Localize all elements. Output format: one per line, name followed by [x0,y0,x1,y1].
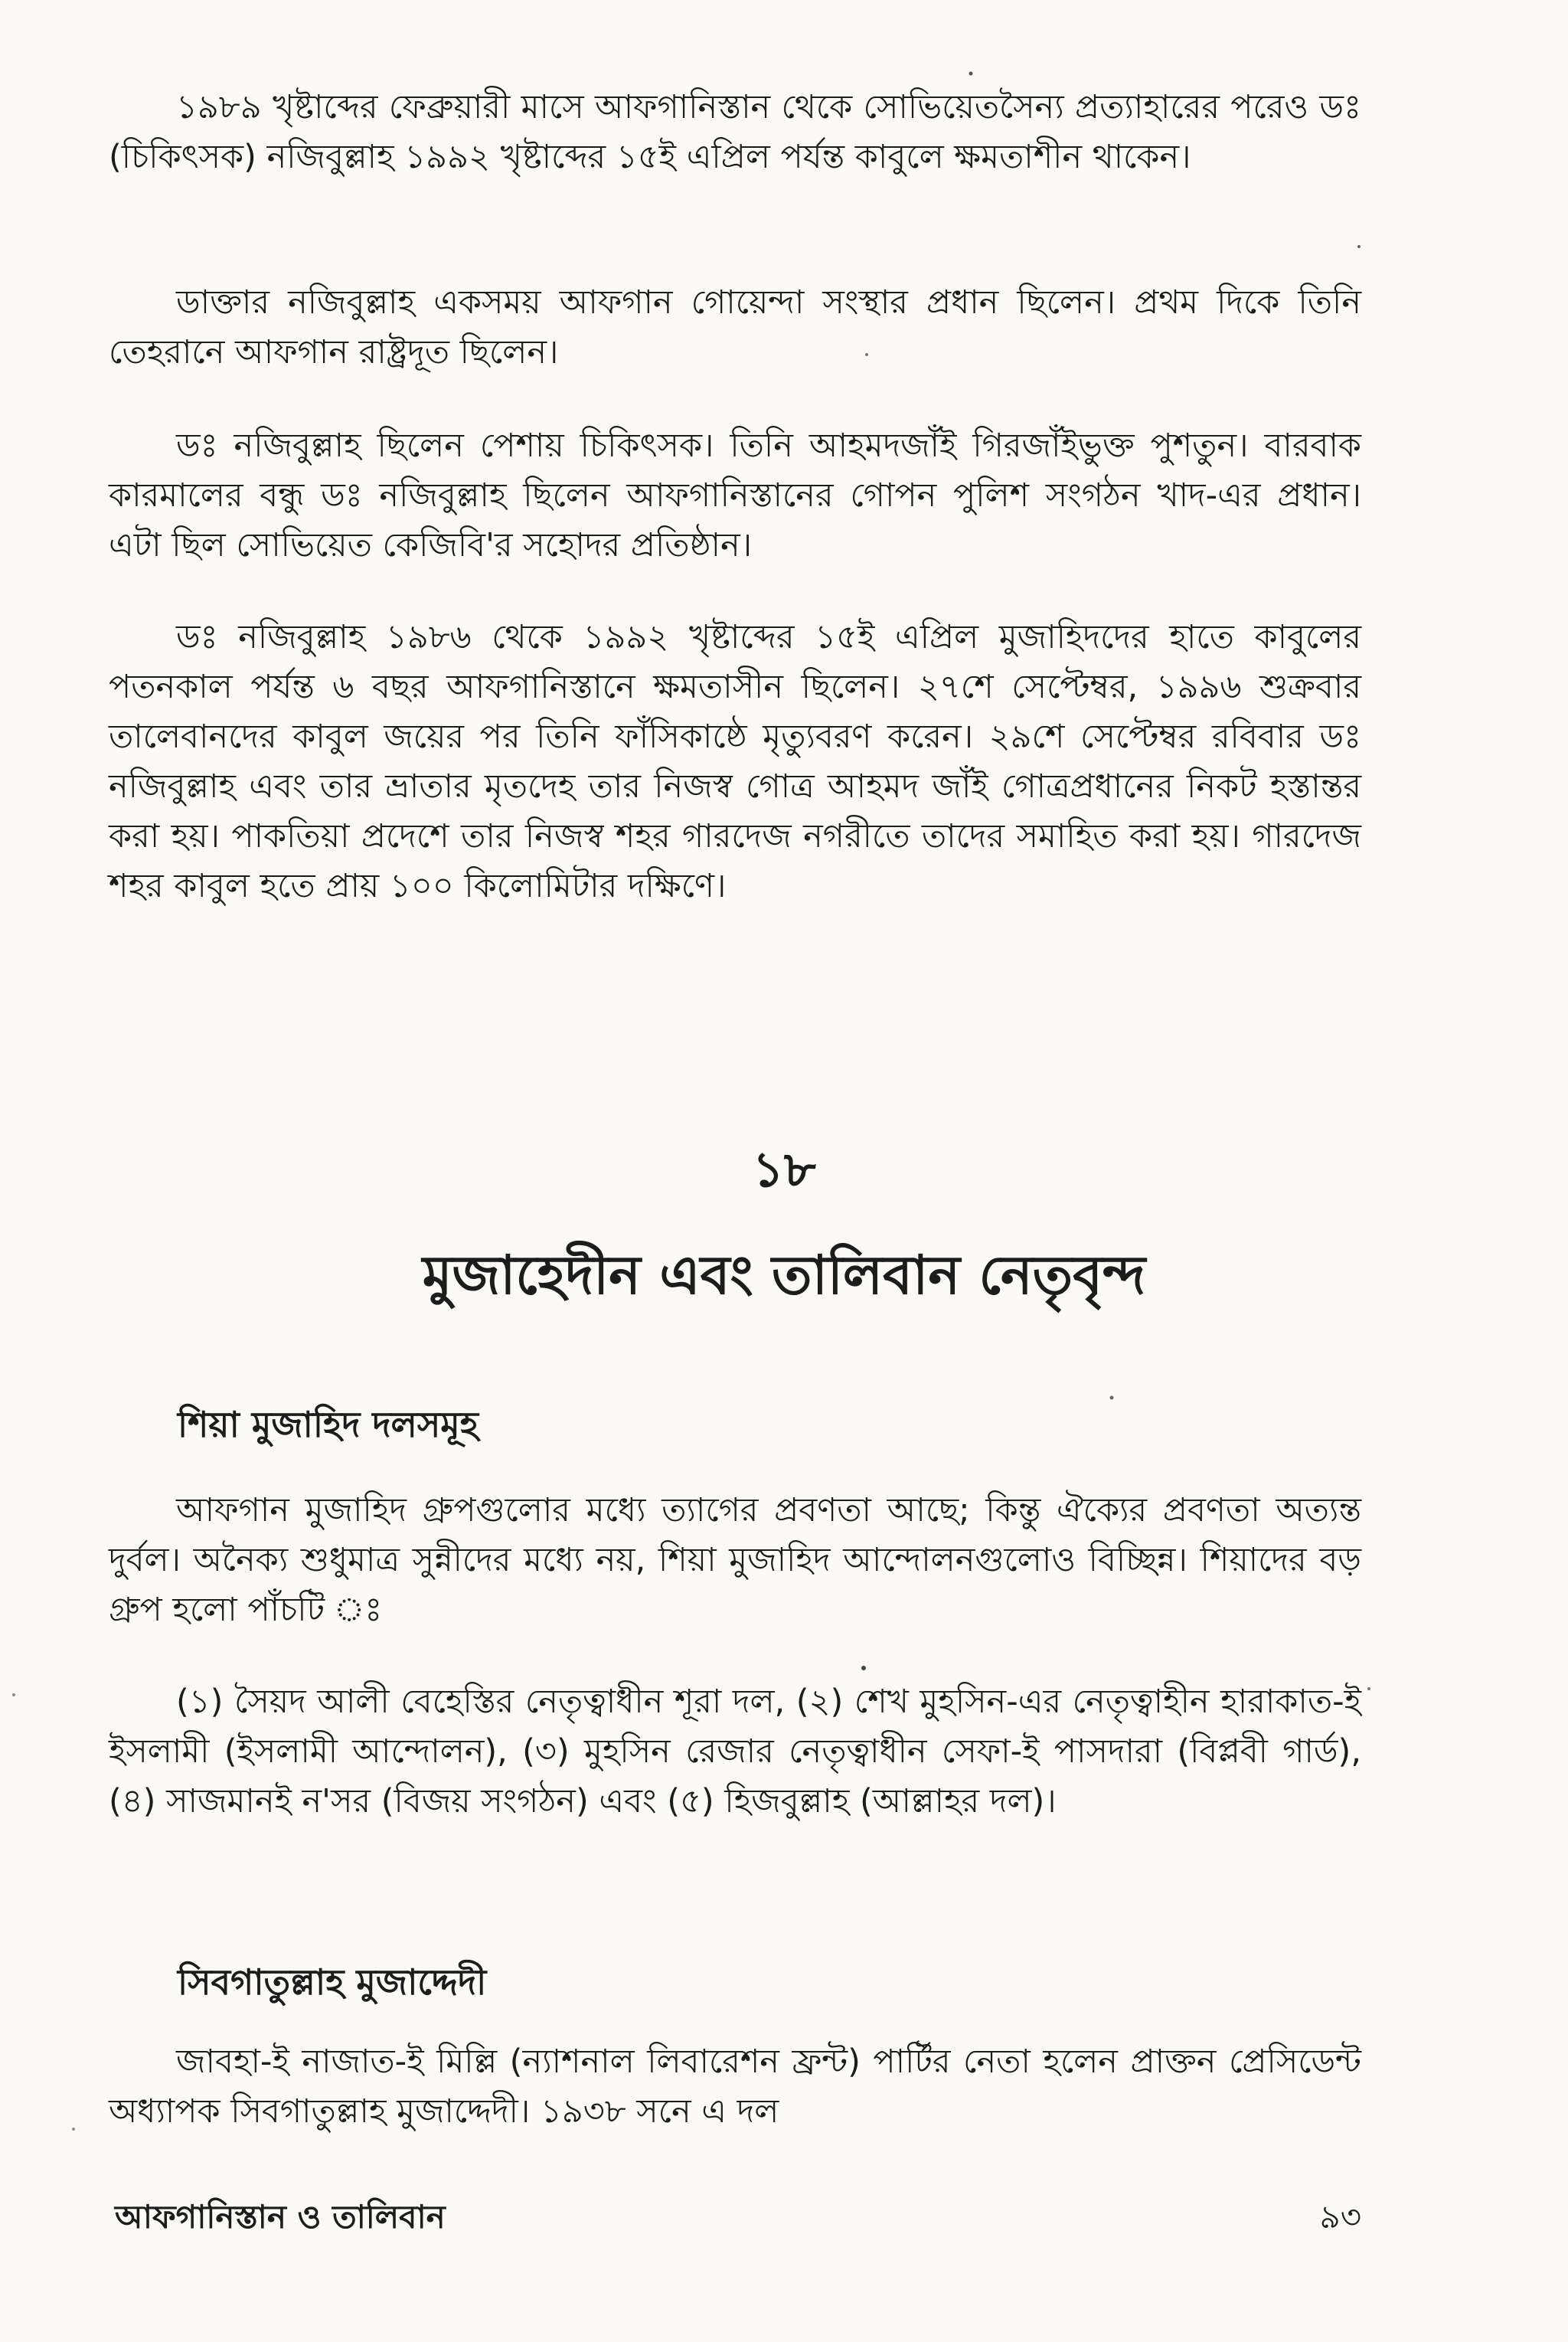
section-heading-shia-groups: শিয়া মুজাহিদ দলসমূহ [178,1404,479,1445]
running-footer-book-title: আফগানিস্তান ও তালিবান [115,2198,446,2236]
page-number: ৯৩ [1319,2198,1361,2236]
paragraph-national-liberation-front: জাবহা-ই নাজাত-ই মিল্লি (ন্যাশনাল লিবারেশন ফ্রন্ট) পার্টির নেতা হলেন প্রাক্তন প্রেসিডেন্ট অধ্যাপক সিবগাতুল্লাহ মুজাদ্দেদী। ১৯৩৮ সনে এ দল [109,2043,1361,2131]
paragraph-shia-group-list: (১) সৈয়দ আলী বেহেস্তির নেতৃত্বাধীন শূরা দল, (২) শেখ মুহসিন-এর নেতৃত্বাহীন হারাকাত-ই ইসলামী (ইসলামী আন্দোলন), (৩) মুহসিন রেজার নেতৃত্বাধীন সেফা-ই পাসদারা (বিপ্লবী গার্ড), (৪) সাজমানই ন'সর (বিজয় সংগঠন) এবং (৫) হিজবুল্লাহ (আল্লাহর দল)। [109,1683,1361,1820]
paragraph-intelligence-chief: ডাক্তার নজিবুল্লাহ একসময় আফগান গোয়েন্দা সংস্থার প্রধান ছিলেন। প্রথম দিকে তিনি তেহরানে আফগান রাষ্ট্রদূত ছিলেন। [109,283,1361,371]
paragraph-profession: ডঃ নজিবুল্লাহ ছিলেন পেশায় চিকিৎসক। তিনি আহমদজাঁই গিরজাঁইভুক্ত পুশতুন। বারবাক কারমালের বন্ধু ডঃ নজিবুল্লাহ ছিলেন আফগানিস্তানের গোপন পুলিশ সংগঠন খাদ-এর প্রধান। এটা ছিল সোভিয়েত কেজিবি'র সহোদর প্রতিষ্ঠান। [109,427,1361,564]
chapter-number: ১৮ [752,1142,816,1199]
paragraph-mujahid-unity: আফগান মুজাহিদ গ্রুপগুলোর মধ্যে ত্যাগের প্রবণতা আছে; কিন্তু ঐক্যের প্রবণতা অত্যন্ত দুর্বল। অনৈক্য শুধুমাত্র সুন্নীদের মধ্যে নয়, শিয়া মুজাহিদ আন্দোলনগুলোও বিচ্ছিন্ন। শিয়াদের বড় গ্রুপ হলো পাঁচটি ঃ [109,1491,1362,1629]
paragraph-najibullah-power: ১৯৮৯ খৃষ্টাব্দের ফেব্রুয়ারী মাসে আফগানিস্তান থেকে সোভিয়েতসৈন্য প্রত্যাহারের পরেও ডঃ (চিকিৎসক) নজিবুল্লাহ ১৯৯২ খৃষ্টাব্দের ১৫ই এপ্রিল পর্যন্ত কাবুলে ক্ষমতাশীন থাকেন। [109,88,1361,176]
chapter-title: মুজাহেদীন এবং তালিবান নেতৃবৃন্দ [422,1244,1146,1307]
paragraph-death-burial: ডঃ নজিবুল্লাহ ১৯৮৬ থেকে ১৯৯২ খৃষ্টাব্দের ১৫ই এপ্রিল মুজাহিদদের হাতে কাবুলের পতনকাল পর্যন্ত ৬ বছর আফগানিস্তানে ক্ষমতাসীন ছিলেন। ২৭শে সেপ্টেম্বর, ১৯৯৬ শুক্রবার তালেবানদের কাবুল জয়ের পর তিনি ফাঁসিকাষ্ঠে মৃত্যুবরণ করেন। ২৯শে সেপ্টেম্বর রবিবার ডঃ নজিবুল্লাহ এবং তার ভ্রাতার মৃতদেহ তার নিজস্ব গোত্র আহমদ জাঁই গোত্রপ্রধানের নিকট হস্তান্তর করা হয়। পাকতিয়া প্রদেশে তার নিজস্ব শহর গারদেজ নগরীতে তাদের সমাহিত করা হয়। গারদেজ শহর কাবুল হতে প্রায় ১০০ কিলোমিটার দক্ষিণে। [109,618,1361,905]
section-heading-sibghatullah: সিবগাতুল্লাহ মুজাদ্দেদী [178,1961,487,2003]
